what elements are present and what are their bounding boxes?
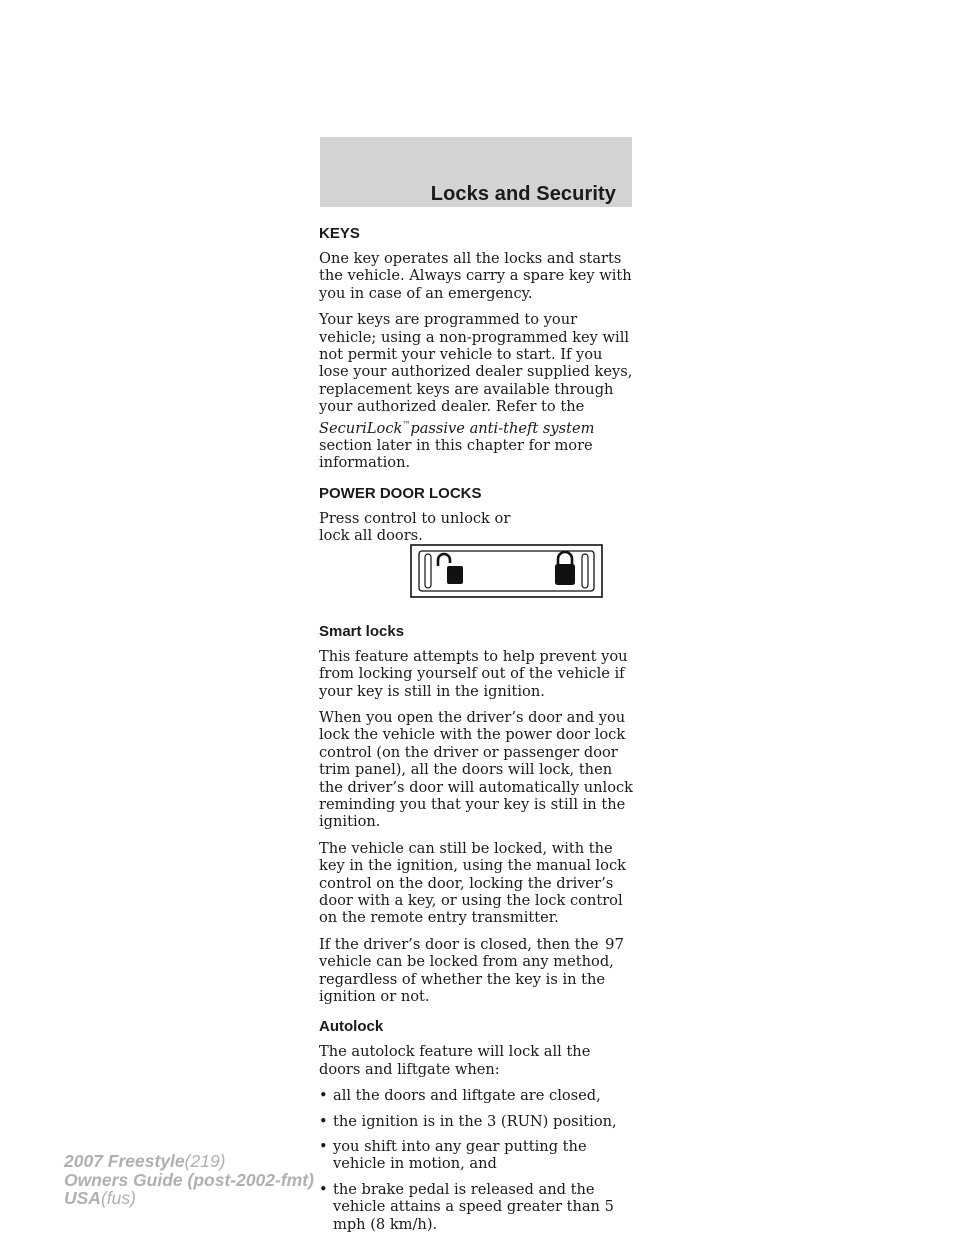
keys-paragraph-2: Your keys are programmed to your vehicle; using a non-programmed key will not permit your vehicle to start. If you lose your authorized dealer supplied keys, replacement keys are available through your authorized dealer. Refer to the SecuriLock™passive anti-theft system section later in this chapter for more information. — [319, 311, 633, 472]
section-header-band — [320, 137, 632, 207]
power-door-locks-row — [319, 510, 633, 622]
list-item: • the brake pedal is released and the vehicle attains a speed greater than 5 mph (8 km/h). — [319, 1180, 614, 1233]
footer-line-2: Owners Guide (post-2002-fmt) — [64, 1169, 314, 1190]
power-door-locks-text: Press control to unlock or lock all doors. — [319, 509, 511, 545]
list-item: • all the doors and liftgate are closed, — [319, 1087, 601, 1105]
keys-heading: KEYS — [319, 225, 360, 242]
footer-line-3: USA(fus) — [64, 1188, 136, 1208]
smart-locks-paragraph-2: When you open the driver’s door and you lock the vehicle with the power door lock control (on the driver or passenger door trim panel), all the doors will lock, then the driver’s door will automatically unlock reminding you that your key is still in the ignition. — [319, 708, 633, 831]
document-footer — [64, 1152, 314, 1208]
section-title: Locks and Security — [430, 183, 616, 205]
page-content — [319, 224, 633, 1241]
keys-paragraph-1: One key operates all the locks and starts the vehicle. Always carry a spare key with you in case of an emergency. — [319, 250, 632, 302]
smart-locks-paragraph-1: This feature attempts to help prevent you from locking yourself out of the vehicle if your key is still in the ignition. — [319, 647, 628, 700]
smart-locks-paragraph-3: The vehicle can still be locked, with the key in the ignition, using the manual lock control on the door, locking the driver’s door with a key, or using the lock control on the remote entry transmitter. — [319, 839, 626, 927]
smart-locks-heading: Smart locks — [319, 622, 405, 640]
autolock-heading: Autolock — [319, 1018, 384, 1036]
list-item: • the ignition is in the 3 (RUN) position, — [319, 1112, 617, 1130]
power-door-locks-heading: POWER DOOR LOCKS — [319, 484, 482, 502]
list-item: • you shift into any gear putting the vehicle in motion, and — [319, 1138, 587, 1173]
footer-line-1: 2007 Freestyle(219) — [64, 1151, 226, 1171]
autolock-conditions-list — [319, 1087, 633, 1233]
page-number: 97 — [605, 935, 625, 953]
smart-locks-paragraph-4: If the driver’s door is closed, then the vehicle can be locked from any method, regardless of whether the key is in the ignition or not. — [319, 935, 614, 1006]
door-lock-switch — [410, 544, 603, 598]
autolock-intro: The autolock feature will lock all the doors and liftgate when: — [319, 1043, 591, 1078]
